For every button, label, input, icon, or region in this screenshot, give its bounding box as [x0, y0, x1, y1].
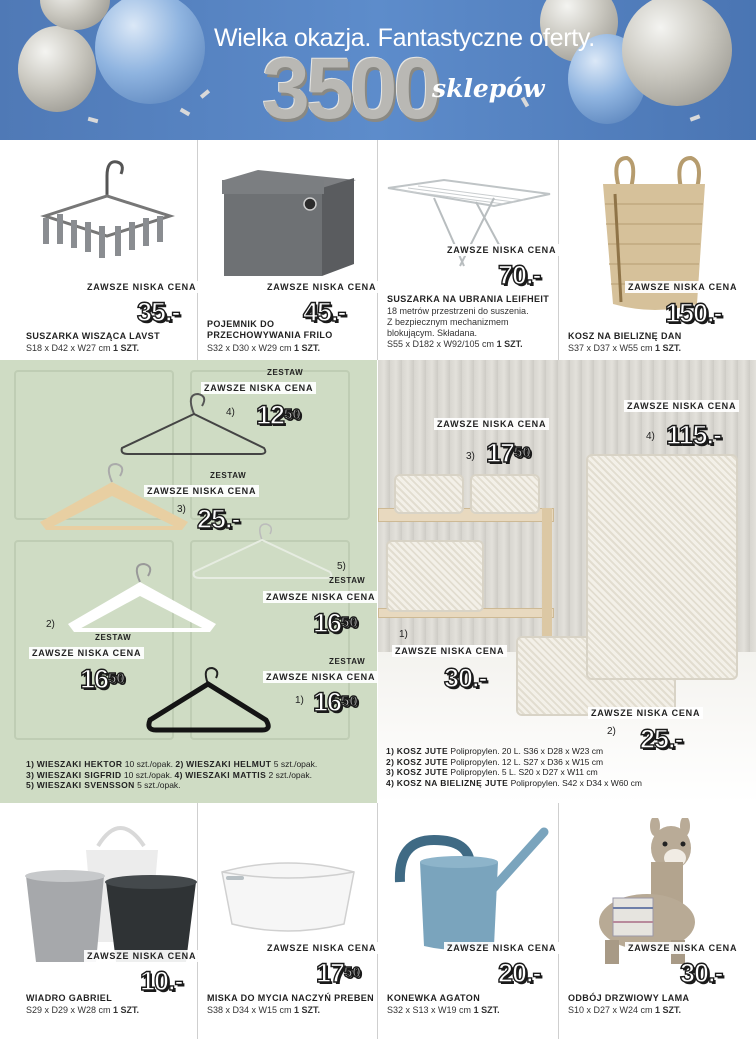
- hanger-mattis-icon: [116, 388, 272, 458]
- badge-always-low-price: ZAWSZE NISKA CENA: [263, 671, 377, 683]
- set-label: ZESTAW: [267, 368, 304, 377]
- offer-number: 5): [337, 561, 346, 572]
- legend-line: 4) KOSZ NA BIELIZNĘ JUTE Polipropylen. S42 x D34 x W60 cm: [386, 777, 642, 788]
- badge-always-low-price: ZAWSZE NISKA CENA: [444, 942, 559, 954]
- badge-always-low-price: ZAWSZE NISKA CENA: [264, 942, 379, 954]
- product-dimensions: S32 x S13 x W19 cm 1 SZT.: [387, 1005, 500, 1015]
- badge-always-low-price: ZAWSZE NISKA CENA: [84, 281, 199, 293]
- badge-always-low-price: ZAWSZE NISKA CENA: [201, 382, 316, 394]
- legend-line: 5) WIESZAKI SVENSSON 5 szt./opak.: [26, 780, 181, 790]
- product-card-agaton[interactable]: [378, 804, 558, 1039]
- price: 25.-: [197, 504, 240, 534]
- confetti-icon: [88, 117, 99, 123]
- set-label: ZESTAW: [329, 657, 366, 666]
- laundry-basket-icon: [601, 154, 709, 319]
- balloon-icon: [18, 26, 96, 112]
- product-name: WIADRO GABRIEL: [26, 993, 113, 1003]
- confetti-icon: [200, 89, 210, 98]
- product-name: MISKA DO MYCIA NACZYŃ PREBEN: [207, 993, 375, 1003]
- hanger-helmut-icon: [64, 560, 220, 636]
- product-name: SUSZARKA WISZĄCA LAVST: [26, 331, 160, 341]
- price: 25.-: [640, 724, 683, 754]
- product-name: KONEWKA AGATON: [387, 993, 481, 1003]
- watering-can-icon: [394, 826, 554, 956]
- banner-script-text: sklepów: [432, 74, 545, 103]
- set-label: ZESTAW: [210, 471, 247, 480]
- storage-box-icon: [218, 168, 358, 278]
- badge-always-low-price: ZAWSZE NISKA CENA: [624, 400, 739, 412]
- badge-always-low-price: ZAWSZE NISKA CENA: [392, 645, 507, 657]
- product-card-frilo[interactable]: [198, 140, 377, 360]
- badge-always-low-price: ZAWSZE NISKA CENA: [144, 485, 259, 497]
- set-label: ZESTAW: [329, 576, 366, 585]
- confetti-icon: [690, 114, 701, 121]
- product-card-gabriel[interactable]: [0, 804, 197, 1039]
- offer-number: 4): [646, 431, 655, 442]
- product-card-leifheit[interactable]: [378, 140, 558, 360]
- product-card-lavst[interactable]: [0, 140, 197, 360]
- basket-jute-small: [470, 474, 540, 514]
- price: 20.-: [498, 958, 541, 988]
- product-dimensions: S38 x D34 x W15 cm 1 SZT.: [207, 1005, 321, 1015]
- price: 35.-: [137, 297, 180, 327]
- price: 30.-: [680, 958, 723, 988]
- badge-always-low-price: ZAWSZE NISKA CENA: [625, 942, 740, 954]
- banner-headline: Wielka okazja. Fantastyczne oferty.: [214, 24, 595, 52]
- wash-bowl-icon: [218, 858, 358, 936]
- set-label: ZESTAW: [95, 633, 132, 642]
- product-dimensions: S29 x D29 x W28 cm 1 SZT.: [26, 1005, 140, 1015]
- product-name: POJEMNIK DO PRZECHOWYWANIA FRILO: [207, 319, 333, 340]
- price: $16^{50}$: [313, 687, 358, 717]
- offer-number: 3): [466, 451, 475, 462]
- price: $17^{50}$: [486, 438, 531, 468]
- legend-line: 1) KOSZ JUTE Polipropylen. 20 L. S36 x D28 x W23 cm: [386, 746, 604, 756]
- product-name: ODBÓJ DRZWIOWY LAMA: [568, 993, 690, 1003]
- laundry-basket-jute: [586, 454, 738, 680]
- legend-line: 3) WIESZAKI SIGFRID 10 szt./opak. 4) WIESZAKI MATTIS 2 szt./opak.: [26, 769, 312, 780]
- baskets-legend: [386, 746, 642, 788]
- product-dimensions: S18 x D42 x W27 cm 1 SZT.: [26, 343, 140, 353]
- product-name: SUSZARKA NA UBRANIA LEIFHEIT: [387, 294, 550, 304]
- price: 45.-: [303, 297, 346, 327]
- basket-jute-small: [394, 474, 464, 514]
- product-dimensions: S37 x D37 x W55 cm 1 SZT.: [568, 343, 682, 353]
- badge-always-low-price: ZAWSZE NISKA CENA: [264, 281, 379, 293]
- offer-number: 2): [607, 726, 616, 737]
- price: 10.-: [140, 966, 183, 996]
- product-card-dan[interactable]: [559, 140, 756, 360]
- offer-number: 3): [177, 504, 186, 515]
- legend-line: 3) KOSZ JUTE Polipropylen. 5 L. S20 x D27 x W11 cm: [386, 767, 598, 777]
- product-dimensions: S10 x D27 x W24 cm 1 SZT.: [568, 1005, 682, 1015]
- product-card-preben[interactable]: [198, 804, 377, 1039]
- price: 115.-: [666, 420, 722, 450]
- balloon-icon: [95, 0, 205, 104]
- hanger-sigfrid-icon: [36, 460, 192, 536]
- badge-always-low-price: ZAWSZE NISKA CENA: [84, 950, 199, 962]
- price: 150.-: [665, 298, 722, 328]
- price: $17^{50}$: [316, 958, 361, 988]
- price: $16^{50}$: [313, 608, 358, 638]
- price: $16^{50}$: [80, 664, 125, 694]
- offer-number: 2): [46, 619, 55, 630]
- basket-jute-medium: [386, 540, 484, 612]
- price: 70.-: [498, 260, 541, 290]
- badge-always-low-price: ZAWSZE NISKA CENA: [444, 244, 559, 256]
- offer-number: 4): [226, 407, 235, 418]
- bucket-icon: [24, 816, 204, 966]
- hangers-legend: [26, 759, 317, 791]
- product-card-lama[interactable]: [559, 804, 756, 1039]
- badge-always-low-price: ZAWSZE NISKA CENA: [588, 707, 703, 719]
- product-dimensions: S32 x D30 x W29 cm 1 SZT.: [207, 343, 321, 353]
- product-name: KOSZ NA BIELIZNĘ DAN: [568, 331, 682, 341]
- offer-number: 1): [295, 695, 304, 706]
- legend-line: 2) KOSZ JUTE Polipropylen. 12 L. S27 x D36 x W15 cm: [386, 756, 604, 767]
- confetti-icon: [180, 108, 191, 116]
- balloon-icon: [622, 0, 732, 106]
- clothes-peg-hanger-icon: [35, 156, 180, 266]
- banner-store-count: 3500: [262, 41, 438, 137]
- hanger-hektor-icon: [144, 664, 274, 740]
- product-description: 18 metrów przestrzeni do suszenia. Z bezpiecznym mechanizmem blokującym. Składana. S55 x D182 x W92/105 cm 1 SZT.: [387, 306, 529, 349]
- badge-always-low-price: ZAWSZE NISKA CENA: [625, 281, 740, 293]
- hangers-panel: [0, 360, 377, 803]
- badge-always-low-price: ZAWSZE NISKA CENA: [434, 418, 549, 430]
- price: 30.-: [444, 663, 487, 693]
- offer-number: 1): [399, 629, 408, 640]
- price: $12^{50}$: [256, 400, 301, 430]
- badge-always-low-price: ZAWSZE NISKA CENA: [29, 647, 144, 659]
- legend-line: 1) WIESZAKI HEKTOR 10 szt./opak. 2) WIESZAKI HELMUT 5 szt./opak.: [26, 759, 318, 769]
- badge-always-low-price: ZAWSZE NISKA CENA: [263, 591, 377, 603]
- baskets-panel: [378, 360, 756, 803]
- promo-banner: [0, 0, 756, 140]
